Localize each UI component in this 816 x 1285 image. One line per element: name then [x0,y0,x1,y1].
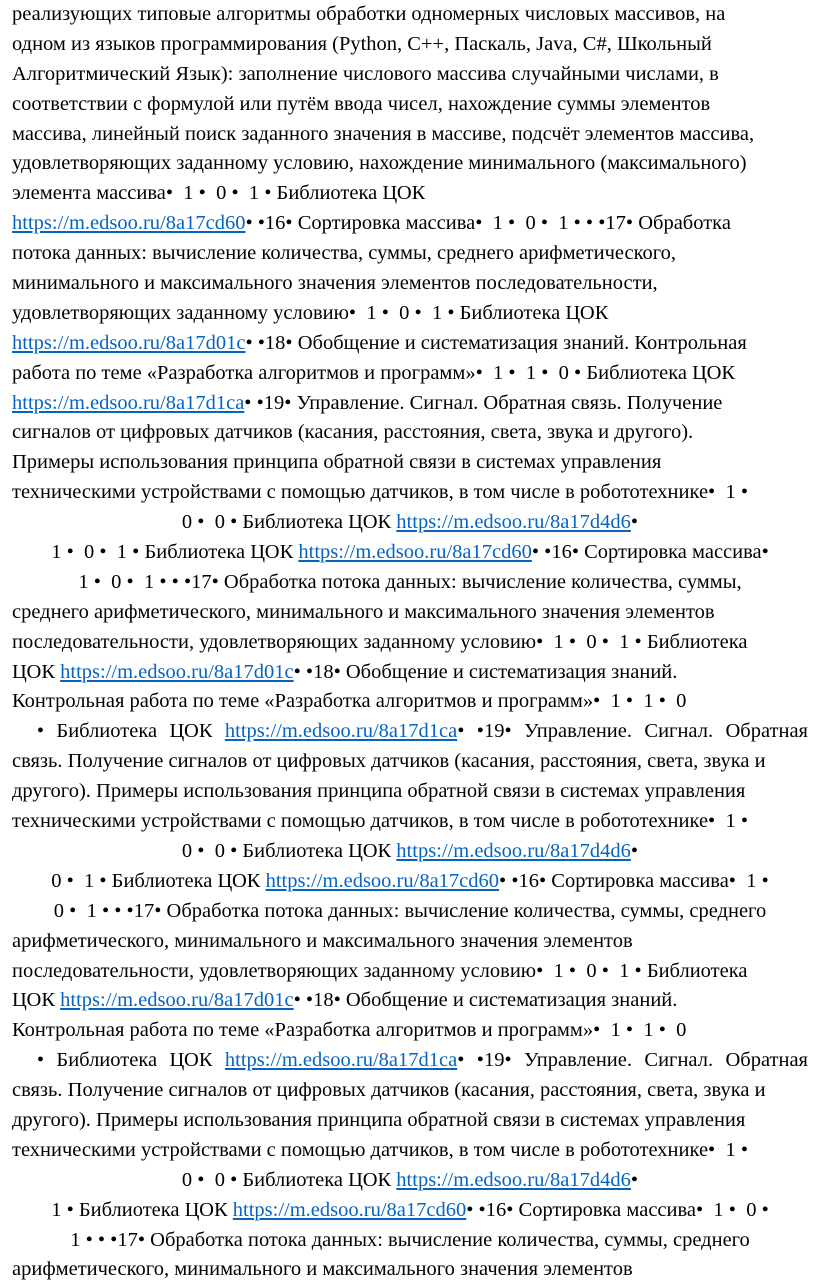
text-run: последовательности, удовлетворяющих заданному условию• 1 • 0 • 1 • Библиотека [12,630,748,653]
library-link[interactable]: https://m.edsoo.ru/8a17d1ca [224,720,458,743]
text-line [12,568,808,598]
text-line [12,120,808,150]
text-run: другого). Примеры использования принципа обратной связи в системах управления [12,1108,746,1131]
text-line [12,448,808,478]
text-run: связь. Получение сигналов от цифровых датчиков (касания, расстояния, света, звука и [12,1079,766,1102]
text-run: Контрольная работа по теме «Разработка алгоритмов и программ»• 1 • 1 • 0 [12,1019,687,1042]
text-line [12,269,808,299]
text-line [12,299,808,329]
text-run: • •16• Сортировка массива• 1 • 0 • 1 • • •17• Обработка [245,212,731,235]
text-run: ЦОК [12,660,61,683]
library-link[interactable]: https://m.edsoo.ru/8a17cd60 [298,541,532,564]
text-run: техническими устройствами с помощью датчиков, в том числе в робототехнике• 1 • [12,1138,749,1161]
text-line [12,687,808,717]
text-run: • •18• Обобщение и систематизация знаний. Контрольная [245,331,747,354]
text-line [12,1106,808,1136]
text-run: • Библиотека ЦОК [12,1049,225,1072]
text-line [12,209,808,239]
library-link[interactable]: https://m.edsoo.ru/8a17cd60 [265,869,500,892]
text-run: Примеры использования принципа обратной связи в системах управления [12,451,662,474]
text-run: удовлетворяющих заданному условию• 1 • 0 • 1 • Библиотека ЦОК [12,301,609,324]
text-line [12,1226,808,1256]
text-run: • [630,511,639,534]
text-run: массива, линейный поиск заданного значения в массиве, подсчёт элементов массива, [12,122,755,145]
text-line [12,957,808,987]
text-run: • Библиотека ЦОК [12,720,225,743]
text-line [12,478,808,508]
library-link[interactable]: https://m.edsoo.ru/8a17d4d6 [396,839,631,862]
text-line [12,1076,808,1106]
text-line [12,329,808,359]
text-line [12,1196,808,1226]
text-run: 0 • 1 • Библиотека ЦОК [51,869,266,892]
text-run: арифметического, минимального и максимального значения элементов [12,1258,633,1281]
library-link[interactable]: https://m.edsoo.ru/8a17d1ca [12,391,245,414]
text-run: среднего арифметического, минимального и максимального значения элементов [12,600,715,623]
text-run: другого). Примеры использования принципа обратной связи в системах управления [12,780,746,803]
library-link[interactable]: https://m.edsoo.ru/8a17d01c [60,660,294,683]
text-run: соответствии с формулой или путём ввода чисел, нахождение суммы элементов [12,92,711,115]
text-run: • •19• Управление. Сигнал. Обратная связь. Получение [244,391,723,414]
text-line [12,1255,808,1285]
text-line [12,807,808,837]
text-line [12,0,808,30]
text-run: Контрольная работа по теме «Разработка алгоритмов и программ»• 1 • 1 • 0 [12,690,687,713]
text-run: работа по теме «Разработка алгоритмов и программ»• 1 • 1 • 0 • Библиотека ЦОК [12,361,736,384]
text-run: ЦОК [12,989,61,1012]
text-line [12,867,808,897]
text-line [12,598,808,628]
text-line [12,986,808,1016]
text-line [12,1046,808,1076]
text-run: • •19• Управление. Сигнал. Обратная [457,1049,808,1072]
text-run: сигналов от цифровых датчиков (касания, расстояния, света, звука и другого). [12,421,694,444]
text-line [12,538,808,568]
library-link[interactable]: https://m.edsoo.ru/8a17d4d6 [396,1168,631,1191]
text-run: • [630,1168,639,1191]
text-run: потока данных: вычисление количества, суммы, среднего арифметического, [12,242,677,265]
text-line [12,359,808,389]
text-line [12,179,808,209]
text-line [12,418,808,448]
text-run: • •16• Сортировка массива• 1 • 0 • [466,1198,769,1221]
library-link[interactable]: https://m.edsoo.ru/8a17d01c [60,989,294,1012]
text-line [12,90,808,120]
text-line [12,1136,808,1166]
text-line [12,628,808,658]
text-run: 1 • 0 • 1 • Библиотека ЦОК [51,541,299,564]
library-link[interactable]: https://m.edsoo.ru/8a17d1ca [224,1049,458,1072]
text-run: • •16• Сортировка массива• [531,541,769,564]
library-link[interactable]: https://m.edsoo.ru/8a17d4d6 [396,511,631,534]
text-line [12,30,808,60]
text-line [12,508,808,538]
text-run: 0 • 0 • Библиотека ЦОК [181,1168,397,1191]
text-line [12,60,808,90]
library-link[interactable]: https://m.edsoo.ru/8a17cd60 [232,1198,467,1221]
text-run: • •18• Обобщение и систематизация знаний. [293,660,678,683]
text-run: • •18• Обобщение и систематизация знаний. [293,989,678,1012]
text-run: последовательности, удовлетворяющих заданному условию• 1 • 0 • 1 • Библиотека [12,959,748,982]
text-run: удовлетворяющих заданному условию, нахождение минимального (максимального) [12,152,747,175]
text-run: 0 • 0 • Библиотека ЦОК [181,511,397,534]
text-run: связь. Получение сигналов от цифровых датчиков (касания, расстояния, света, звука и [12,750,766,773]
text-run: 1 • Библиотека ЦОК [51,1198,233,1221]
text-line [12,239,808,269]
text-line [12,389,808,419]
text-line [12,149,808,179]
text-run: 1 • 0 • 1 • • •17• Обработка потока данных: вычисление количества, суммы, [78,570,742,593]
text-line [12,1166,808,1196]
text-run: 1 • • •17• Обработка потока данных: вычисление количества, суммы, среднего [70,1228,750,1251]
library-link[interactable]: https://m.edsoo.ru/8a17cd60 [12,212,246,235]
text-run: техническими устройствами с помощью датчиков, в том числе в робототехнике• 1 • [12,810,749,833]
text-line [12,837,808,867]
text-run: 0 • 0 • Библиотека ЦОК [181,839,397,862]
text-line [12,658,808,688]
text-run: • [630,839,639,862]
text-run: элемента массива• 1 • 0 • 1 • Библиотека ЦОК [12,182,426,205]
library-link[interactable]: https://m.edsoo.ru/8a17d01c [12,331,246,354]
text-run: арифметического, минимального и максимального значения элементов [12,929,633,952]
text-run: Алгоритмический Язык): заполнение числового массива случайными числами, в [12,62,719,85]
text-run: минимального и максимального значения элементов последовательности, [12,272,658,295]
text-run: техническими устройствами с помощью датчиков, в том числе в робототехнике• 1 • [12,481,749,504]
text-line [12,897,808,927]
text-run: 0 • 1 • • •17• Обработка потока данных: вычисление количества, суммы, среднего [53,899,767,922]
text-run: одном из языков программирования (Python, C++, Паскаль, Java, C#, Школьный [12,32,712,55]
text-line [12,927,808,957]
text-line [12,1016,808,1046]
text-line [12,717,808,747]
text-run: реализующих типовые алгоритмы обработки одномерных числовых массивов, на [12,3,726,25]
text-run: • •16• Сортировка массива• 1 • [499,869,769,892]
text-run: • •19• Управление. Сигнал. Обратная [457,720,808,743]
text-line [12,777,808,807]
text-line [12,747,808,777]
